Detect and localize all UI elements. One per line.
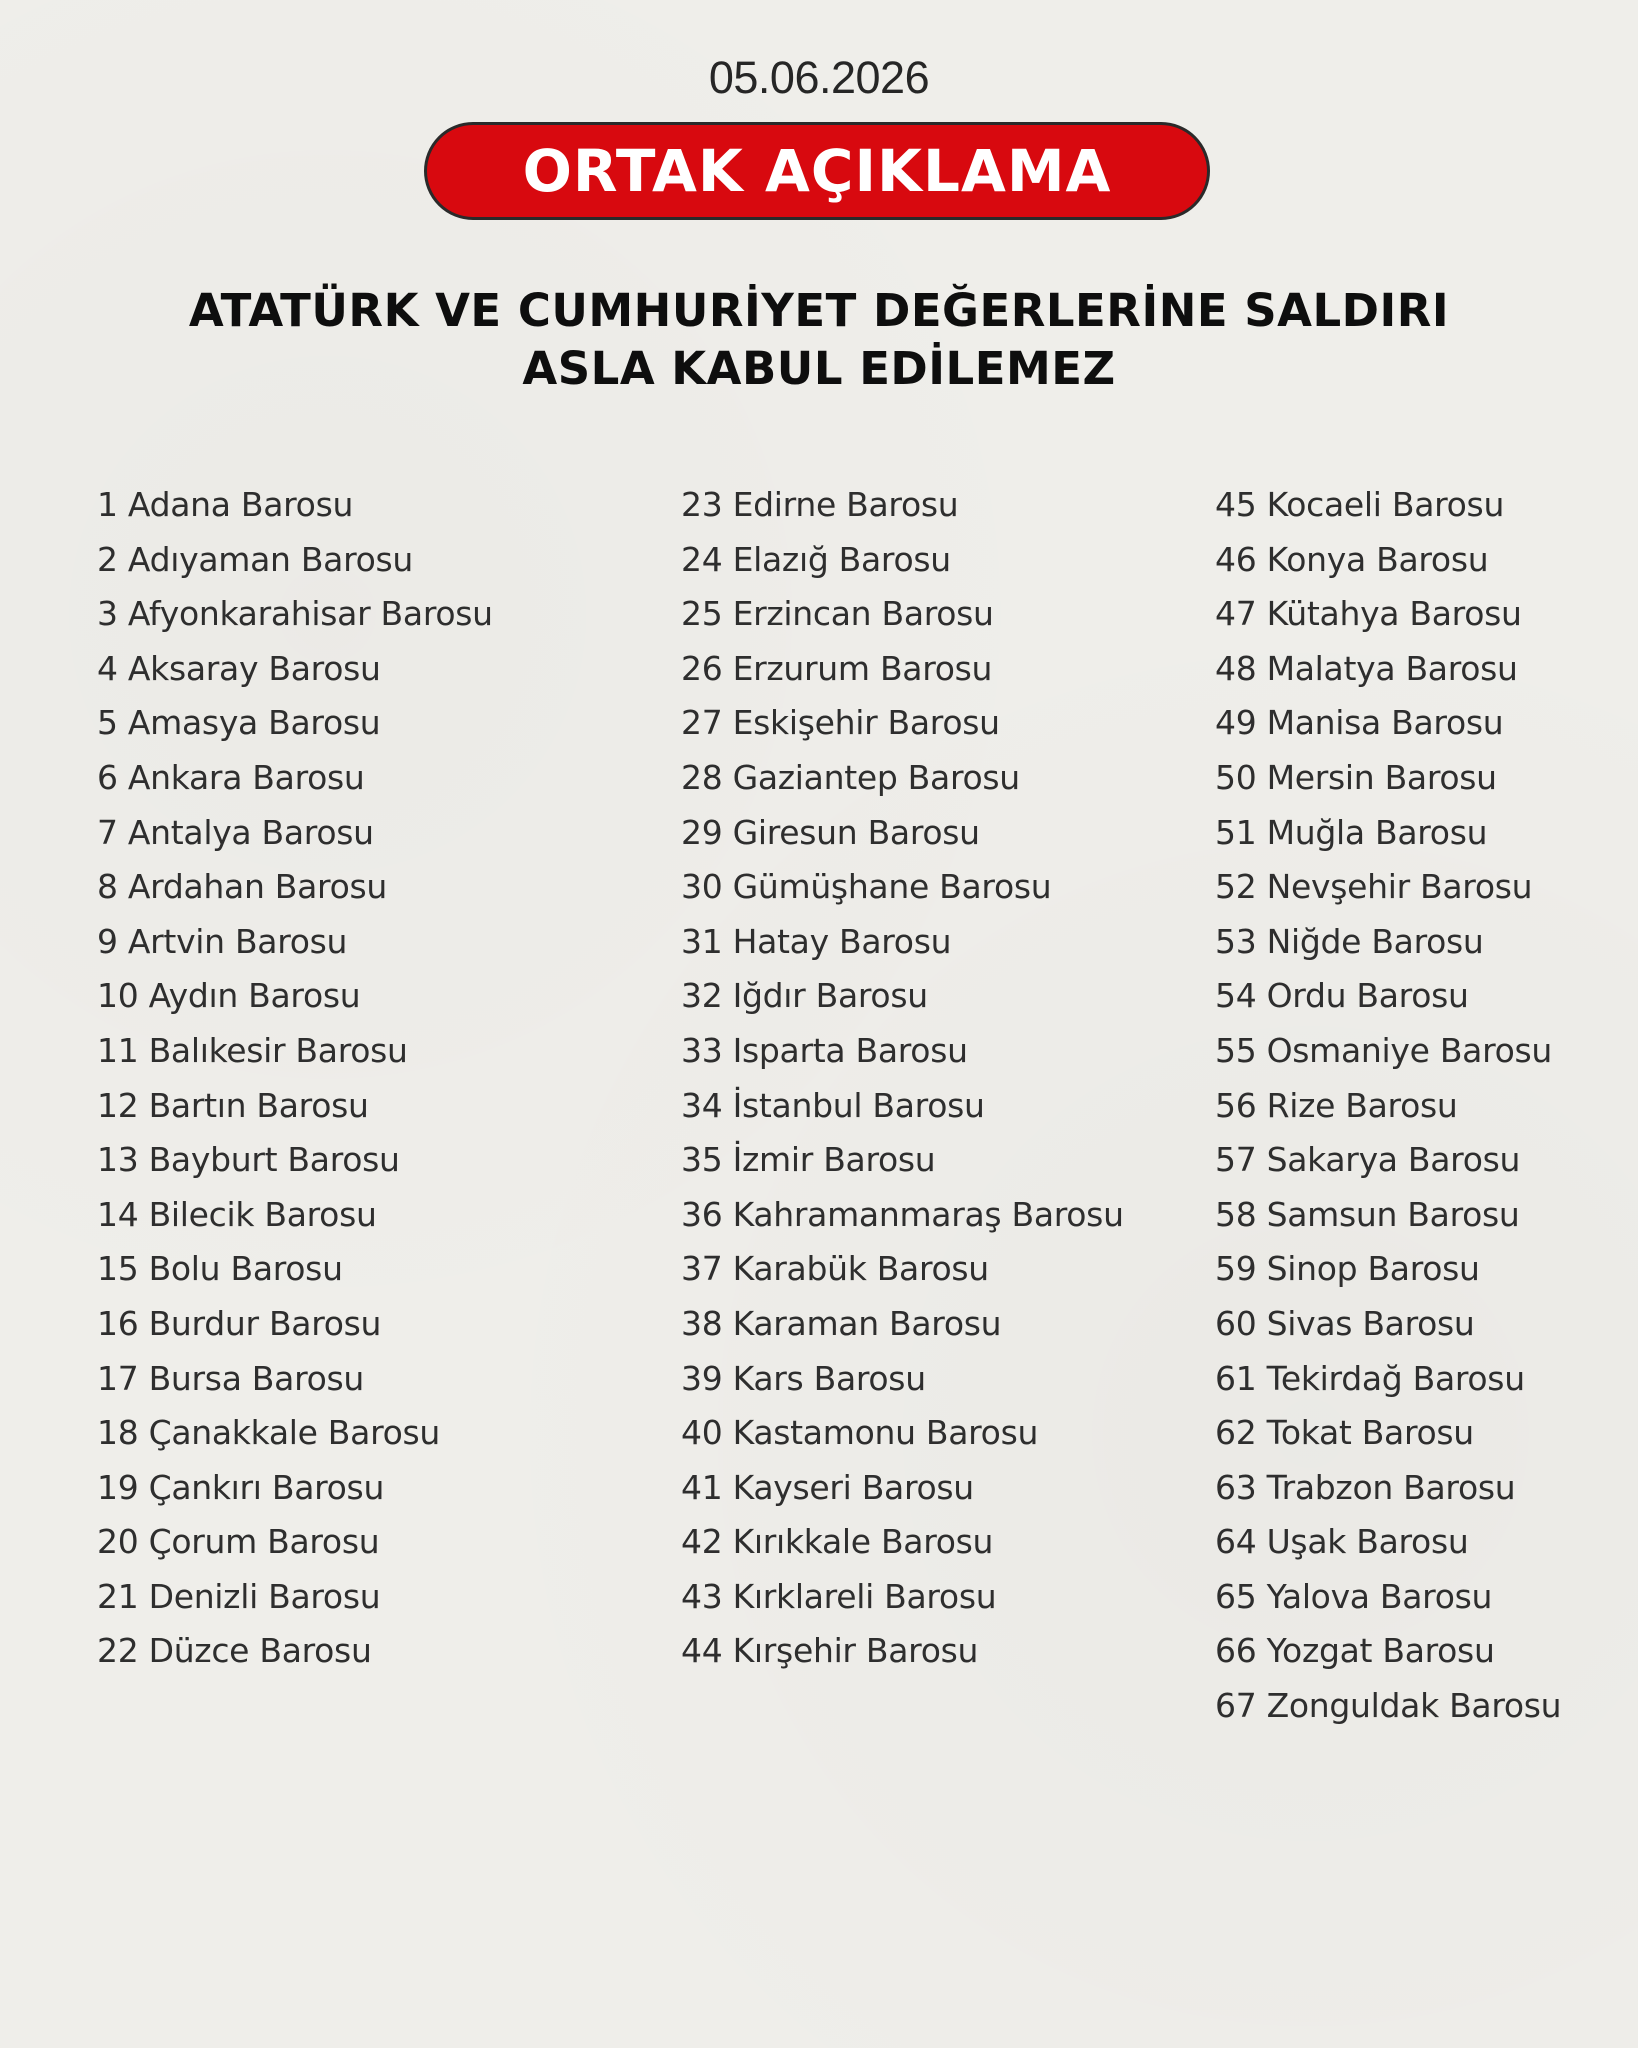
bar-association-item: 7 Antalya Barosu: [97, 812, 374, 852]
joint-statement-badge: [424, 122, 1210, 220]
bar-association-item: 29 Giresun Barosu: [681, 812, 980, 852]
bar-association-item: 48 Malatya Barosu: [1215, 648, 1518, 688]
bar-association-item: 23 Edirne Barosu: [681, 485, 959, 524]
bar-association-item: 25 Erzincan Barosu: [681, 594, 994, 634]
bar-association-item: 13 Bayburt Barosu: [97, 1140, 400, 1180]
bar-association-item: 20 Çorum Barosu: [97, 1522, 380, 1562]
bar-association-item: 41 Kayseri Barosu: [681, 1467, 974, 1507]
bar-association-item: 35 İzmir Barosu: [681, 1140, 936, 1180]
bar-association-item: 9 Artvin Barosu: [97, 921, 348, 961]
bar-association-item: 15 Bolu Barosu: [97, 1249, 343, 1289]
bar-association-item: 3 Afyonkarahisar Barosu: [97, 594, 493, 634]
bar-association-item: 1 Adana Barosu: [97, 485, 354, 524]
bar-list-column-3: [1215, 478, 1561, 1734]
headline-line-1: ATATÜRK VE CUMHURİYET DEĞERLERİNE SALDIRI: [188, 284, 1450, 337]
bar-association-item: 63 Trabzon Barosu: [1215, 1467, 1516, 1507]
bar-association-item: 43 Kırklareli Barosu: [681, 1576, 997, 1616]
bar-association-item: 32 Iğdır Barosu: [681, 976, 928, 1016]
bar-association-item: 22 Düzce Barosu: [97, 1631, 372, 1671]
bar-association-item: 34 İstanbul Barosu: [681, 1085, 985, 1125]
bar-association-item: 31 Hatay Barosu: [681, 921, 952, 961]
bar-association-item: 14 Bilecik Barosu: [97, 1194, 377, 1234]
bar-association-item: 5 Amasya Barosu: [97, 703, 381, 743]
bar-association-item: 39 Kars Barosu: [681, 1358, 926, 1398]
bar-association-item: 61 Tekirdağ Barosu: [1215, 1358, 1525, 1398]
bar-association-item: 33 Isparta Barosu: [681, 1030, 968, 1070]
bar-association-item: 19 Çankırı Barosu: [97, 1467, 385, 1507]
bar-association-item: 42 Kırıkkale Barosu: [681, 1522, 994, 1562]
bar-association-item: 56 Rize Barosu: [1215, 1085, 1458, 1125]
bar-association-item: 45 Kocaeli Barosu: [1215, 485, 1505, 524]
headline-line-2: ASLA KABUL EDİLEMEZ: [522, 342, 1116, 395]
bar-association-item: 51 Muğla Barosu: [1215, 812, 1488, 852]
bar-association-item: 59 Sinop Barosu: [1215, 1249, 1480, 1289]
bar-association-item: 27 Eskişehir Barosu: [681, 703, 1000, 743]
bar-association-item: 12 Bartın Barosu: [97, 1085, 369, 1125]
bar-association-item: 57 Sakarya Barosu: [1215, 1140, 1521, 1180]
badge-label: ORTAK AÇIKLAMA: [522, 137, 1112, 205]
bar-association-item: 54 Ordu Barosu: [1215, 976, 1469, 1016]
bar-association-item: 53 Niğde Barosu: [1215, 921, 1484, 961]
bar-association-item: 67 Zonguldak Barosu: [1215, 1686, 1562, 1726]
bar-association-item: 26 Erzurum Barosu: [681, 648, 993, 688]
bar-association-item: 10 Aydın Barosu: [97, 976, 361, 1016]
bar-association-item: 37 Karabük Barosu: [681, 1249, 989, 1289]
bar-association-item: 58 Samsun Barosu: [1215, 1194, 1520, 1234]
bar-association-item: 30 Gümüşhane Barosu: [681, 867, 1052, 907]
bar-association-item: 24 Elazığ Barosu: [681, 539, 951, 579]
bar-association-item: 52 Nevşehir Barosu: [1215, 867, 1533, 907]
bar-association-item: 62 Tokat Barosu: [1215, 1413, 1474, 1453]
bar-association-item: 16 Burdur Barosu: [97, 1303, 382, 1343]
headline: [0, 282, 1638, 398]
bar-list-column-1: [97, 478, 493, 1679]
bar-association-item: 2 Adıyaman Barosu: [97, 539, 414, 579]
bar-association-item: 8 Ardahan Barosu: [97, 867, 387, 907]
bar-association-item: 18 Çanakkale Barosu: [97, 1413, 441, 1453]
bar-association-item: 50 Mersin Barosu: [1215, 757, 1497, 797]
bar-association-item: 44 Kırşehir Barosu: [681, 1631, 979, 1671]
bar-association-item: 6 Ankara Barosu: [97, 757, 365, 797]
bar-association-item: 55 Osmaniye Barosu: [1215, 1030, 1553, 1070]
statement-date: 05.06.2026: [708, 52, 930, 103]
bar-association-item: 49 Manisa Barosu: [1215, 703, 1504, 743]
bar-association-item: 46 Konya Barosu: [1215, 539, 1489, 579]
bar-association-item: 40 Kastamonu Barosu: [681, 1413, 1039, 1453]
bar-list-column-2: [681, 478, 1124, 1679]
bar-association-item: 28 Gaziantep Barosu: [681, 757, 1020, 797]
bar-association-item: 36 Kahramanmaraş Barosu: [681, 1194, 1124, 1234]
bar-association-item: 11 Balıkesir Barosu: [97, 1030, 408, 1070]
bar-association-item: 66 Yozgat Barosu: [1215, 1631, 1495, 1671]
bar-association-item: 17 Bursa Barosu: [97, 1358, 365, 1398]
bar-association-item: 47 Kütahya Barosu: [1215, 594, 1522, 634]
bar-association-item: 38 Karaman Barosu: [681, 1303, 1002, 1343]
bar-association-item: 64 Uşak Barosu: [1215, 1522, 1469, 1562]
bar-association-item: 60 Sivas Barosu: [1215, 1303, 1475, 1343]
bar-association-item: 65 Yalova Barosu: [1215, 1576, 1493, 1616]
bar-association-item: 21 Denizli Barosu: [97, 1576, 381, 1616]
bar-association-item: 4 Aksaray Barosu: [97, 648, 381, 688]
